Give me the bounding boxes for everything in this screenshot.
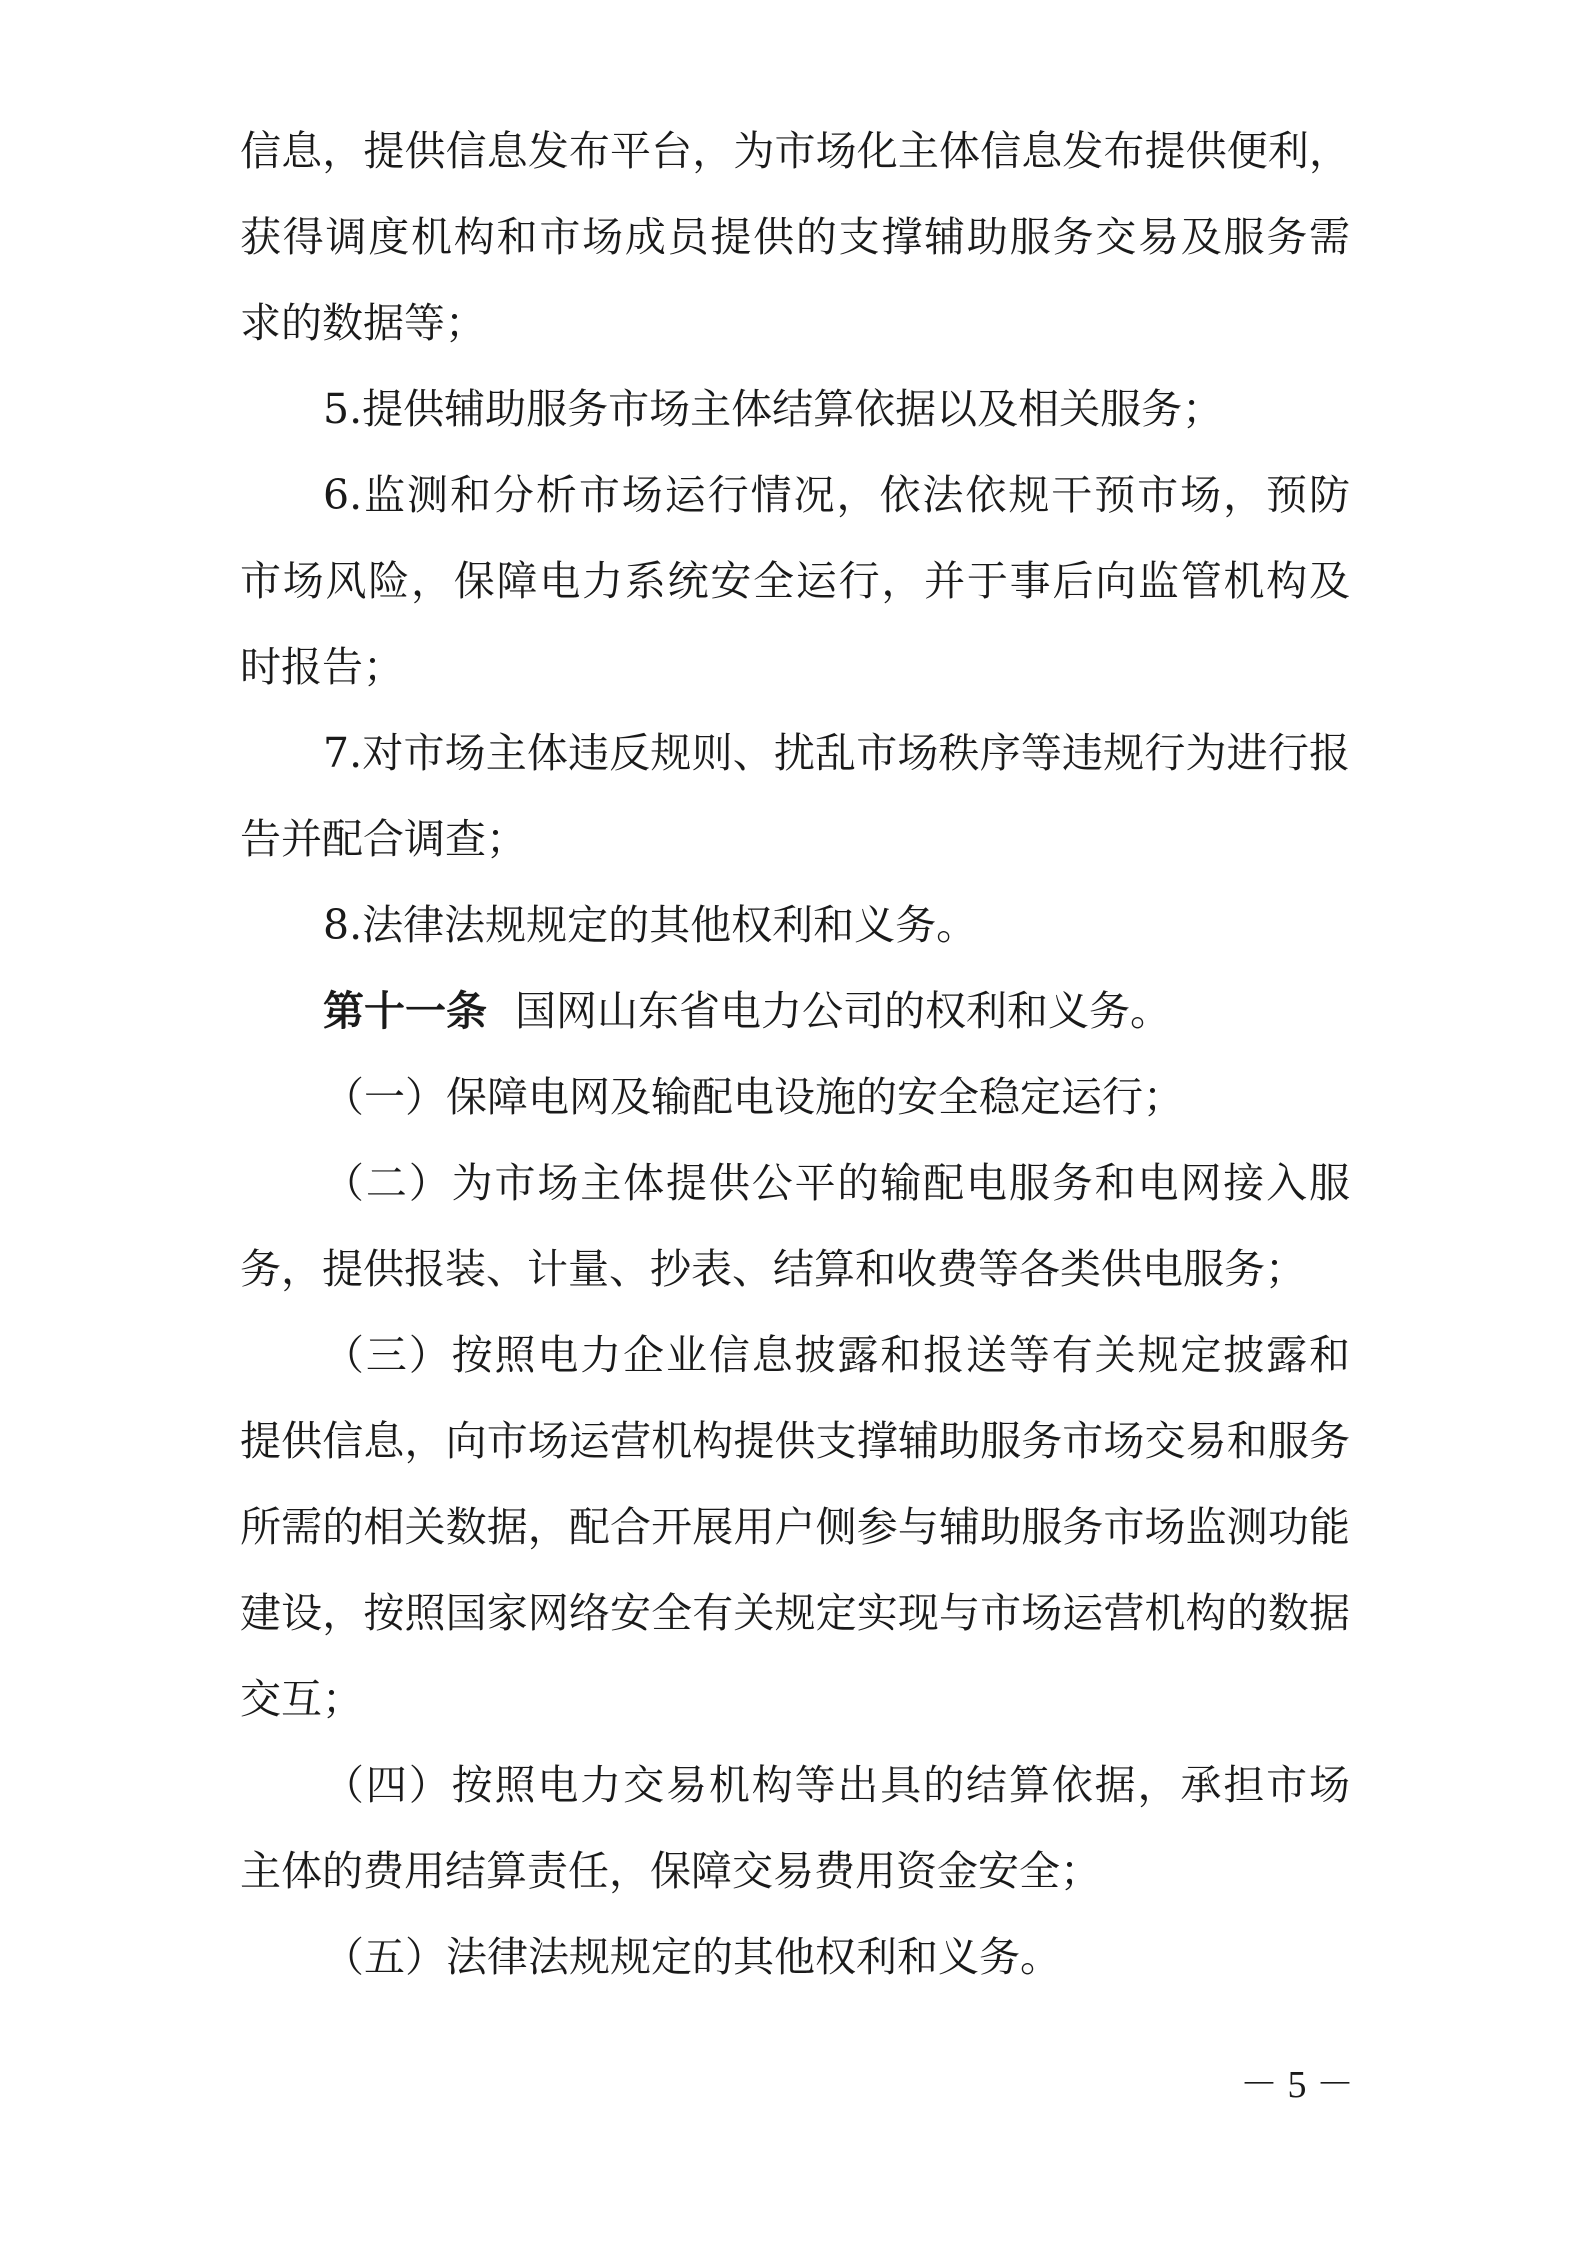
- article-line: [323, 983, 1350, 1039]
- article-heading: 第十一条: [323, 987, 487, 1035]
- paragraph-line: 求的数据等；: [240, 299, 486, 347]
- article-text: 国网山东省电力公司的权利和义务。: [515, 987, 1171, 1035]
- paragraph-line: 建设，按照国家网络安全有关规定实现与市场运营机构的数据: [240, 1589, 1350, 1637]
- paragraph-line: 信息，提供信息发布平台，为市场化主体信息发布提供便利，: [240, 127, 1350, 175]
- list-item-6: 6.监测和分析市场运行情况，依法依规干预市场，预防: [323, 471, 1350, 519]
- paragraph-line: 市场风险，保障电力系统安全运行，并于事后向监管机构及: [240, 557, 1350, 605]
- clause-item-4: （四）按照电力交易机构等出具的结算依据，承担市场: [323, 1761, 1350, 1809]
- paragraph-line: 告并配合调查；: [240, 815, 527, 863]
- list-item-7: 7.对市场主体违反规则、扰乱市场秩序等违规行为进行报: [323, 729, 1350, 777]
- paragraph-line: 所需的相关数据，配合开展用户侧参与辅助服务市场监测功能: [240, 1503, 1350, 1551]
- clause-item-3: （三）按照电力企业信息披露和报送等有关规定披露和: [323, 1331, 1350, 1379]
- paragraph-line: 提供信息，向市场运营机构提供支撑辅助服务市场交易和服务: [240, 1417, 1350, 1465]
- paragraph-line: 交互；: [240, 1675, 363, 1723]
- paragraph-line: 主体的费用结算责任，保障交易费用资金安全；: [240, 1847, 1101, 1895]
- paragraph-line: 务，提供报装、计量、抄表、结算和收费等各类供电服务；: [240, 1245, 1306, 1293]
- list-item-8: 8.法律法规规定的其他权利和义务。: [323, 901, 978, 949]
- paragraph-line: 获得调度机构和市场成员提供的支撑辅助服务交易及服务需: [240, 213, 1350, 261]
- list-item-5: 5.提供辅助服务市场主体结算依据以及相关服务；: [323, 385, 1224, 433]
- page-number: － 5 －: [1240, 2064, 1355, 2106]
- paragraph-line: 时报告；: [240, 643, 404, 691]
- clause-item-5: （五）法律法规规定的其他权利和义务。: [323, 1933, 1061, 1981]
- clause-item-2: （二）为市场主体提供公平的输配电服务和电网接入服: [323, 1159, 1350, 1207]
- clause-item-1: （一）保障电网及输配电设施的安全稳定运行；: [323, 1073, 1184, 1121]
